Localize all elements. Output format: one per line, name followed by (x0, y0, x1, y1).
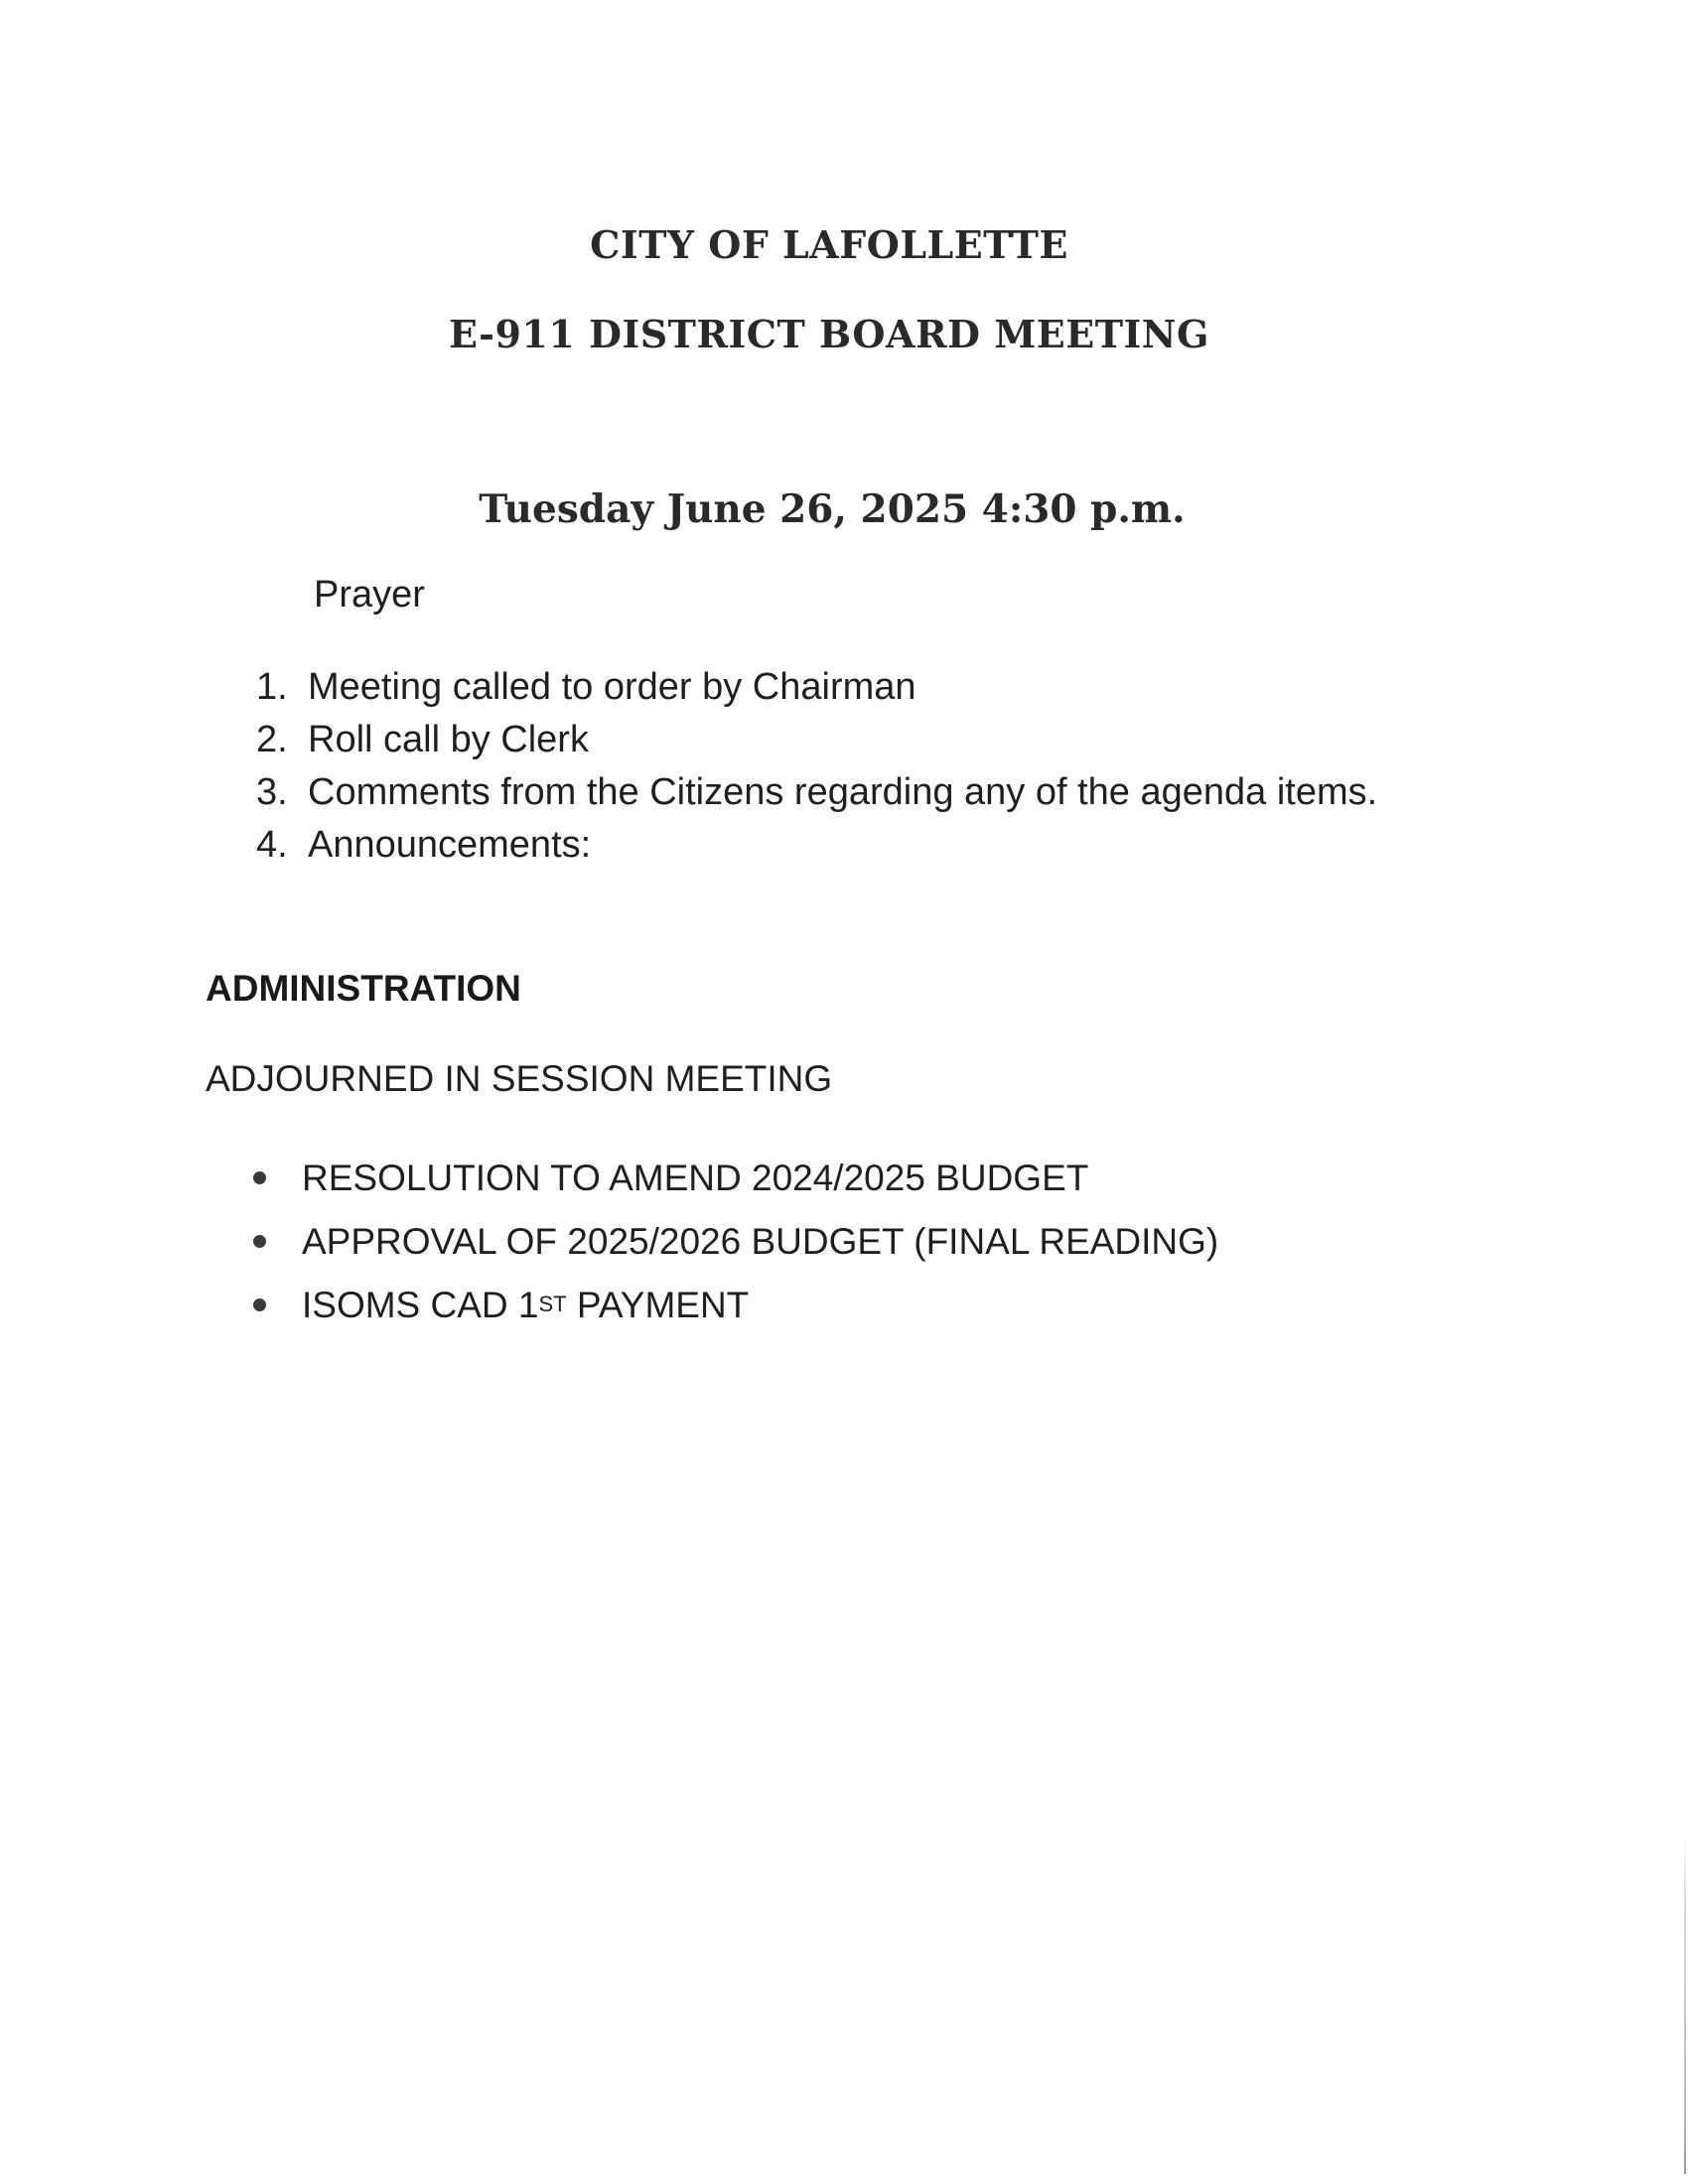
meeting-date: Tuesday June 26, 2025 4:30 p.m. (479, 486, 1186, 532)
agenda-item-text: Roll call by Clerk (308, 719, 589, 760)
section-heading: ADMINISTRATION (206, 968, 521, 1009)
agenda-item (256, 819, 1377, 872)
prayer-label: Prayer (314, 574, 425, 615)
agenda-item-text: Announcements: (308, 824, 592, 866)
bullet-list (253, 1147, 1218, 1337)
agenda-list (256, 661, 1377, 872)
agenda-item-number: 1. (256, 666, 288, 708)
bullet-icon (253, 1298, 266, 1311)
agenda-item (256, 661, 1377, 714)
bullet-item (253, 1210, 1218, 1274)
agenda-item-text: Meeting called to order by Chairman (308, 666, 916, 708)
agenda-item (256, 766, 1377, 819)
bullet-item-text: RESOLUTION TO AMEND 2024/2025 BUDGET (302, 1158, 1089, 1198)
meeting-title: E-911 DISTRICT BOARD MEETING (449, 312, 1209, 356)
bullet-item (253, 1147, 1218, 1210)
scan-edge-line (1684, 1837, 1686, 2174)
agenda-item-number: 2. (256, 719, 288, 760)
city-title: CITY OF LAFOLLETTE (590, 222, 1068, 267)
bullet-item-text: APPROVAL OF 2025/2026 BUDGET (FINAL READING) (302, 1221, 1219, 1262)
agenda-item-number: 4. (256, 824, 288, 866)
bullet-item-text: ISOMS CAD 1 (302, 1285, 539, 1325)
subsection-heading: ADJOURNED IN SESSION MEETING (206, 1058, 833, 1099)
ordinal-superscript: ST (538, 1292, 567, 1316)
agenda-item-text: Comments from the Citizens regarding any of the agenda items. (308, 771, 1378, 813)
bullet-icon (253, 1171, 266, 1184)
bullet-item (253, 1274, 1218, 1337)
bullet-item-suffix: PAYMENT (566, 1285, 750, 1325)
agenda-item (256, 714, 1377, 766)
agenda-item-number: 3. (256, 771, 288, 813)
bullet-icon (253, 1235, 266, 1248)
